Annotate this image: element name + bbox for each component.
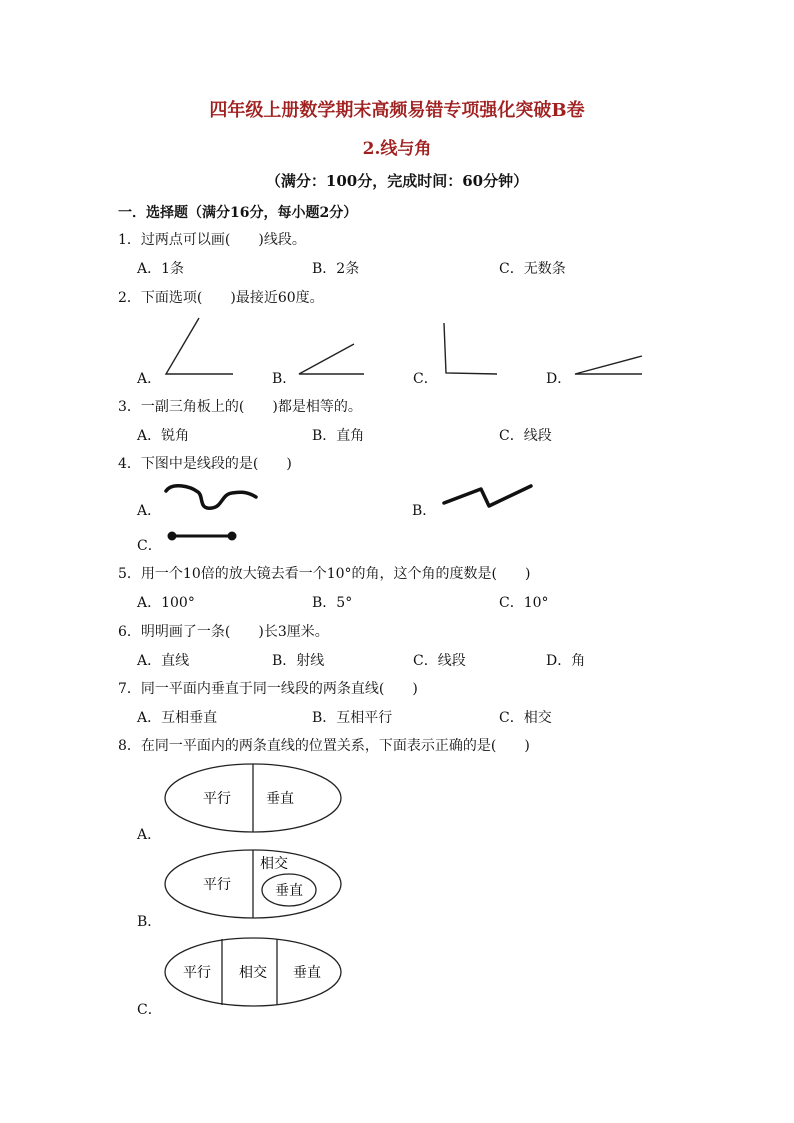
question-5-option-c[interactable]: C．10° <box>499 595 549 611</box>
question-2-stem: 2．下面选项( )最接近60度。 <box>118 290 324 306</box>
page-subtitle: 2.线与角 <box>362 139 432 159</box>
question-3-stem: 3．一副三角板上的( )都是相等的。 <box>118 399 362 415</box>
question-6-option-d[interactable]: D．角 <box>546 653 586 669</box>
question-6-option-a[interactable]: A．直线 <box>137 653 190 669</box>
question-8-option-b[interactable]: B． <box>137 914 162 930</box>
question-2-option-a[interactable]: A． <box>137 371 162 387</box>
question-7-stem: 7．同一平面内垂直于同一线段的两条直线( ) <box>118 681 418 697</box>
diagram-b-inner-label: 垂直 <box>275 883 303 899</box>
diagram-a-right-label: 垂直 <box>266 791 294 807</box>
diagram-b-left-label: 平行 <box>203 877 231 893</box>
question-2-option-c[interactable]: C． <box>413 371 438 387</box>
q8-diagram-c <box>165 938 341 1006</box>
page-title: 四年级上册数学期末高频易错专项强化突破B卷 <box>209 100 585 121</box>
q2-angle-a-figure <box>166 318 233 374</box>
question-6-option-b[interactable]: B．射线 <box>272 653 325 669</box>
question-2-option-d[interactable]: D． <box>546 371 572 387</box>
question-1-option-b[interactable]: B．2条 <box>312 261 360 277</box>
question-4-option-c[interactable]: C． <box>137 538 162 554</box>
question-5-stem: 5．用一个10倍的放大镜去看一个10°的角，这个角的度数是( ) <box>118 566 531 582</box>
question-6-stem: 6．明明画了一条( )长3厘米。 <box>118 624 329 640</box>
question-8-option-c[interactable]: C． <box>137 1002 162 1018</box>
diagram-b-outer-label: 相交 <box>260 856 288 872</box>
question-2-option-b[interactable]: B． <box>272 371 297 387</box>
q8-diagram-a <box>165 764 341 832</box>
q4-zigzag-figure <box>444 486 531 506</box>
diagram-a-left-label: 平行 <box>203 791 231 807</box>
question-1-stem: 1．过两点可以画( )线段。 <box>118 232 306 248</box>
question-3-option-b[interactable]: B．直角 <box>312 428 365 444</box>
question-5-option-b[interactable]: B．5° <box>312 595 353 611</box>
question-7-option-c[interactable]: C．相交 <box>499 710 552 726</box>
question-7-option-b[interactable]: B．互相平行 <box>312 710 393 726</box>
q2-angle-c-figure <box>444 323 497 374</box>
diagram-c-mid-label: 相交 <box>239 965 267 981</box>
question-3-option-c[interactable]: C．线段 <box>499 428 552 444</box>
question-7-option-a[interactable]: A．互相垂直 <box>137 710 218 726</box>
question-4-option-b[interactable]: B． <box>412 503 437 519</box>
question-4-option-a[interactable]: A． <box>137 503 162 519</box>
question-3-option-a[interactable]: A．锐角 <box>137 428 190 444</box>
question-8-option-a[interactable]: A． <box>137 827 162 843</box>
question-6-option-c[interactable]: C．线段 <box>413 653 466 669</box>
exam-info: （满分：100分，完成时间：60分钟） <box>265 172 529 190</box>
q2-angle-b-figure <box>299 344 364 374</box>
question-5-option-a[interactable]: A．100° <box>137 595 195 611</box>
diagram-c-right-label: 垂直 <box>293 965 321 981</box>
question-8-stem: 8．在同一平面内的两条直线的位置关系，下面表示正确的是( ) <box>118 738 530 754</box>
question-1-option-a[interactable]: A．1条 <box>137 261 185 277</box>
section-heading: 一．选择题（满分16分，每小题2分） <box>118 205 358 221</box>
question-1-option-c[interactable]: C．无数条 <box>499 261 566 277</box>
q4-segment-figure <box>168 532 237 541</box>
q4-curve-figure <box>166 486 256 508</box>
diagram-c-left-label: 平行 <box>183 965 211 981</box>
question-4-stem: 4．下图中是线段的是( ) <box>118 456 292 472</box>
q8-diagram-b <box>165 850 341 918</box>
q2-angle-d-figure <box>575 356 642 374</box>
